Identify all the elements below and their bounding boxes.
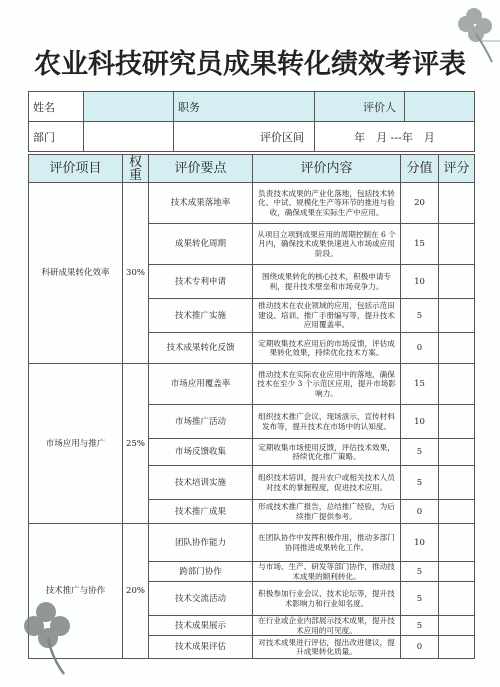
score-value: 5 xyxy=(401,562,439,582)
evaluation-point: 技术成果落地率 xyxy=(149,183,253,224)
evaluation-point: 技术交流活动 xyxy=(149,582,253,616)
score-value: 5 xyxy=(401,439,439,466)
rating-field[interactable] xyxy=(439,183,475,224)
period-field[interactable]: 年 月 ---年 月 xyxy=(315,122,475,152)
evaluation-content: 组织技术推广会议、现场演示、宣传材料发布等，提升技术在市场中的认知度。 xyxy=(253,405,401,439)
rating-field[interactable] xyxy=(439,582,475,616)
score-value: 20 xyxy=(401,183,439,224)
rating-field[interactable] xyxy=(439,265,475,299)
header-weight: 权重 xyxy=(123,155,149,183)
evaluator-label: 评价人 xyxy=(363,100,396,114)
evaluation-point: 跨部门协作 xyxy=(149,562,253,582)
rating-field[interactable] xyxy=(439,299,475,333)
table-row xyxy=(29,524,475,562)
evaluation-content: 从项目立项到成果应用的周期控制在 6 个月内，确保技术成果快速进入市场或应用阶段。 xyxy=(253,224,401,265)
evaluation-point: 技术专利申请 xyxy=(149,265,253,299)
position-label: 职务 xyxy=(178,100,200,114)
section-name: 技术推广与协作 xyxy=(29,524,123,659)
clover-decoration-icon xyxy=(22,598,84,676)
score-value: 5 xyxy=(401,466,439,500)
score-value: 15 xyxy=(401,224,439,265)
evaluation-content: 围绕成果转化的核心技术，积极申请专利，提升技术壁垒和市场竞争力。 xyxy=(253,265,401,299)
table-row xyxy=(29,183,475,224)
info-table xyxy=(28,91,475,152)
evaluation-table xyxy=(28,154,475,659)
header-rating: 评分 xyxy=(439,155,475,183)
dept-label: 部门 xyxy=(29,122,84,152)
rating-field[interactable] xyxy=(439,405,475,439)
header-item: 评价项目 xyxy=(29,155,123,183)
evaluation-content: 负责技术成果的产业化落地，包括技术转化、中试、规模化生产等环节的推进与验收，确保成果在实际生产中应用。 xyxy=(253,183,401,224)
period-label: 评价区间 xyxy=(260,130,304,144)
rating-field[interactable] xyxy=(439,524,475,562)
evaluation-point: 技术成果评估 xyxy=(149,636,253,659)
evaluation-content: 在行业或企业内部展示技术成果，提升技术应用的可见度。 xyxy=(253,616,401,636)
evaluation-content: 形成技术推广报告，总结推广经验，为后续推广提供参考。 xyxy=(253,500,401,524)
score-value: 5 xyxy=(401,582,439,616)
position-label-cell xyxy=(174,92,315,122)
rating-field[interactable] xyxy=(439,466,475,500)
evaluator-field[interactable] xyxy=(405,92,475,122)
rating-field[interactable] xyxy=(439,364,475,405)
section-name: 市场应用与推广 xyxy=(29,364,123,524)
score-value: 10 xyxy=(401,405,439,439)
rating-field[interactable] xyxy=(439,439,475,466)
section-weight: 30% xyxy=(123,183,149,364)
evaluation-content: 推动技术在农业领域的应用，包括示范田建设、培训、推广手册编写等，提升技术应用覆盖率。 xyxy=(253,299,401,333)
evaluation-point: 团队协作能力 xyxy=(149,524,253,562)
evaluation-content: 在团队协作中发挥积极作用，推动多部门协同推进成果转化工作。 xyxy=(253,524,401,562)
score-value: 0 xyxy=(401,500,439,524)
score-value: 5 xyxy=(401,299,439,333)
evaluation-content: 定期收集技术应用后的市场反馈，评估成果转化效果，持续优化技术方案。 xyxy=(253,333,401,364)
table-row xyxy=(29,364,475,405)
rating-field[interactable] xyxy=(439,333,475,364)
evaluation-content: 对技术成果进行评估，提出改进建议，提升成果转化质量。 xyxy=(253,636,401,659)
score-value: 10 xyxy=(401,265,439,299)
name-field[interactable] xyxy=(84,92,174,122)
evaluation-content: 推动技术在实际农业应用中的落地，确保技术在至少 3 个示范区应用，提升市场影响力。 xyxy=(253,364,401,405)
rating-field[interactable] xyxy=(439,636,475,659)
table-header-row xyxy=(29,155,475,183)
evaluation-content: 组织技术培训，提升农户或相关技术人员对技术的掌握程度，促进技术应用。 xyxy=(253,466,401,500)
page-title: 农业科技研究员成果转化绩效考评表 xyxy=(34,49,466,80)
header-point: 评价要点 xyxy=(149,155,253,183)
section-weight: 20% xyxy=(123,524,149,659)
header-content: 评价内容 xyxy=(253,155,401,183)
rating-field[interactable] xyxy=(439,616,475,636)
evaluation-content: 定期收集市场使用反馈，评估技术效果，持续优化推广策略。 xyxy=(253,439,401,466)
evaluation-content: 与市场、生产、研发等部门协作，推动技术成果的顺利转化。 xyxy=(253,562,401,582)
rating-field[interactable] xyxy=(439,224,475,265)
section-name: 科研成果转化效率 xyxy=(29,183,123,364)
evaluation-point: 技术推广实施 xyxy=(149,299,253,333)
score-value: 15 xyxy=(401,364,439,405)
score-value: 0 xyxy=(401,333,439,364)
evaluation-point: 技术培训实施 xyxy=(149,466,253,500)
evaluator-label-cell xyxy=(315,92,405,122)
evaluation-point: 技术推广成果 xyxy=(149,500,253,524)
evaluation-point: 成果转化周期 xyxy=(149,224,253,265)
evaluation-point: 技术成果转化反馈 xyxy=(149,333,253,364)
header-score: 分值 xyxy=(401,155,439,183)
section-weight: 25% xyxy=(123,364,149,524)
evaluation-content: 积极参加行业会议、技术论坛等，提升技术影响力和行业知名度。 xyxy=(253,582,401,616)
rating-field[interactable] xyxy=(439,562,475,582)
evaluation-point: 技术成果展示 xyxy=(149,616,253,636)
dept-field[interactable] xyxy=(84,122,174,152)
evaluation-point: 市场应用覆盖率 xyxy=(149,364,253,405)
score-value: 5 xyxy=(401,616,439,636)
name-label: 姓名 xyxy=(29,92,84,122)
score-value: 10 xyxy=(401,524,439,562)
rating-field[interactable] xyxy=(439,500,475,524)
period-label-cell xyxy=(174,122,315,152)
score-value: 0 xyxy=(401,636,439,659)
evaluation-point: 市场反馈收集 xyxy=(149,439,253,466)
evaluation-point: 市场推广活动 xyxy=(149,405,253,439)
